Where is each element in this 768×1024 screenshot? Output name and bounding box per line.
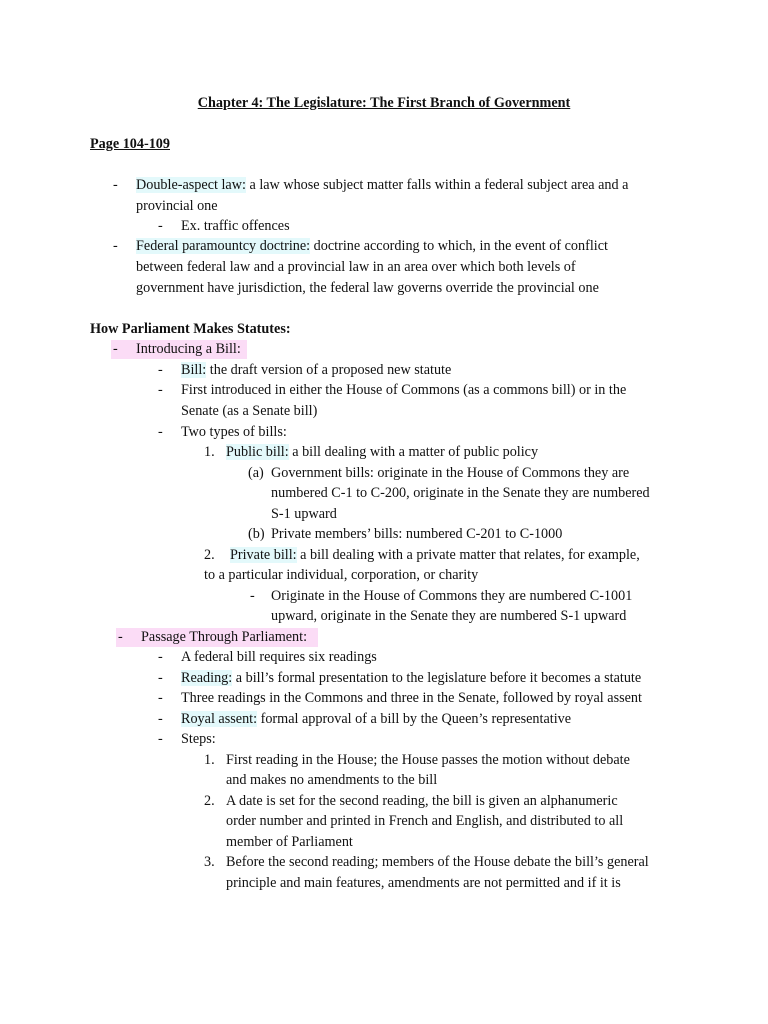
bullet-dash: - (158, 690, 163, 706)
definition-text: provincial one (136, 198, 218, 214)
list-number: 1. (204, 444, 215, 460)
list-number: 2. (204, 547, 215, 563)
bullet-dash: - (158, 382, 163, 398)
list-number: 2. (204, 793, 215, 809)
reading-item: Reading: a bill’s formal presentation to the legislature before it becomes a statute (181, 670, 642, 686)
section-heading: How Parliament Makes Statutes: (90, 321, 291, 337)
list-text: upward, originate in the Senate they are numbered S-1 upward (271, 608, 627, 624)
term-public-bill: Public bill: (226, 444, 289, 460)
subsection-introducing: Introducing a Bill: (136, 341, 241, 357)
list-text: Before the second reading; members of the House debate the bill’s general (226, 854, 649, 870)
term-double-aspect: Double-aspect law: (136, 177, 246, 193)
list-text: Two types of bills: (181, 424, 287, 440)
term-reading: Reading: (181, 670, 233, 686)
bullet-dash: - (158, 362, 163, 378)
page-title: Chapter 4: The Legislature: The First Branch of Government (197, 95, 571, 111)
list-text: and makes no amendments to the bill (226, 772, 438, 788)
term-royal-assent: Royal assent: (181, 711, 258, 727)
list-number: 1. (204, 752, 215, 768)
definition-text: government have jurisdiction, the federal law governs override the provincial one (136, 280, 599, 296)
list-text: member of Parliament (226, 834, 353, 850)
paramountcy-item: Federal paramountcy doctrine: doctrine according to which, in the event of conflict (136, 238, 608, 254)
subsection-passage: Passage Through Parliament: (141, 629, 308, 645)
definition-text: between federal law and a provincial law in an area over which both levels of (136, 259, 576, 275)
term-private-bill: Private bill: (230, 547, 297, 563)
double-aspect-item: Double-aspect law: a law whose subject matter falls within a federal subject area and a (136, 177, 629, 193)
list-text: principle and main features, amendments are not permitted and if it is (226, 875, 621, 891)
list-text: Private members’ bills: numbered C-201 to C-1000 (271, 526, 563, 542)
bullet-dash: - (158, 218, 163, 234)
bullet-dash: - (118, 629, 123, 645)
private-bill-item: Private bill: a bill dealing with a private matter that relates, for example, (230, 547, 640, 563)
bullet-dash: - (158, 424, 163, 440)
bullet-dash: - (158, 670, 163, 686)
list-text: First introduced in either the House of Commons (as a commons bill) or in the (181, 382, 627, 398)
list-number: 3. (204, 854, 215, 870)
bullet-dash: - (113, 177, 118, 193)
public-bill-item: Public bill: a bill dealing with a matter of public policy (226, 444, 539, 460)
list-text: Originate in the House of Commons they are numbered C-1001 (271, 588, 633, 604)
list-text: Steps: (181, 731, 216, 747)
list-text: S-1 upward (271, 506, 337, 522)
list-text: order number and printed in French and English, and distributed to all (226, 813, 624, 829)
example-item: Ex. traffic offences (181, 218, 290, 234)
bullet-dash: - (158, 731, 163, 747)
bill-item: Bill: the draft version of a proposed new statute (181, 362, 452, 378)
bullet-dash: - (158, 711, 163, 727)
list-text: Senate (as a Senate bill) (181, 403, 318, 419)
list-text: Three readings in the Commons and three in the Senate, followed by royal assent (181, 690, 642, 706)
page-reference: Page 104-109 (90, 136, 170, 152)
list-text: A date is set for the second reading, the bill is given an alphanumeric (226, 793, 618, 809)
term-paramountcy: Federal paramountcy doctrine: (136, 238, 311, 254)
list-label: (b) (248, 526, 265, 542)
term-bill: Bill: (181, 362, 207, 378)
bullet-dash: - (113, 238, 118, 254)
list-text: A federal bill requires six readings (181, 649, 377, 665)
list-text: numbered C-1 to C-200, originate in the Senate they are numbered (271, 485, 650, 501)
bullet-dash: - (250, 588, 255, 604)
royal-assent-item: Royal assent: formal approval of a bill by the Queen’s representative (181, 711, 572, 727)
bullet-dash: - (158, 649, 163, 665)
list-text: First reading in the House; the House passes the motion without debate (226, 752, 630, 768)
bullet-dash: - (113, 341, 118, 357)
list-text: to a particular individual, corporation, or charity (204, 567, 479, 583)
list-text: Government bills: originate in the House of Commons they are (271, 465, 630, 481)
list-label: (a) (248, 465, 264, 481)
